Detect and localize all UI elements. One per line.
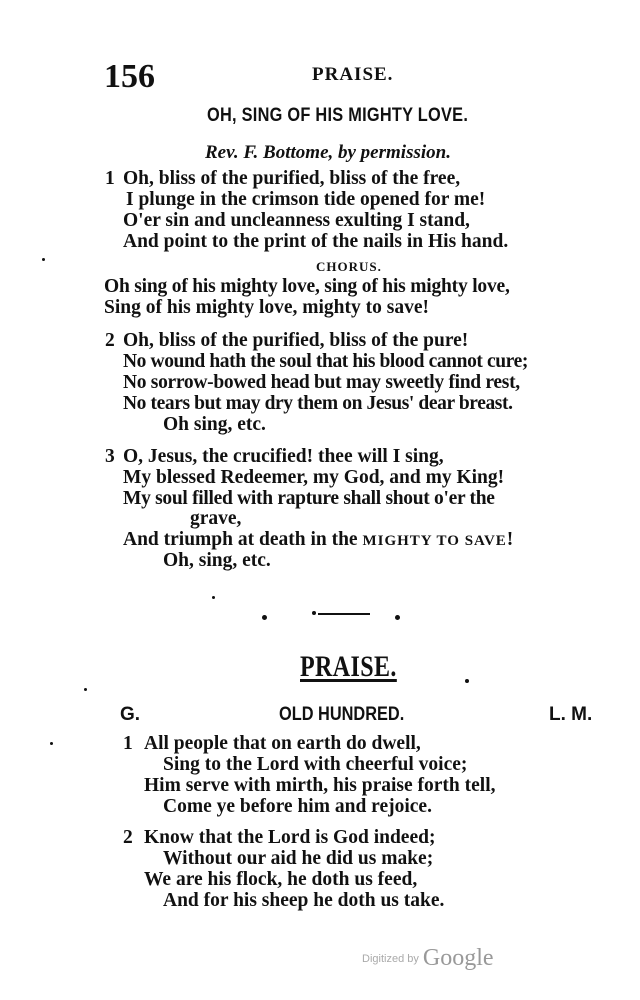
verse-line: Oh, bliss of the purified, bliss of the pure! (123, 330, 469, 351)
hymn-author: Rev. F. Bottome, by permission. (205, 142, 451, 163)
scan-speck (42, 258, 45, 261)
verse-line: O, Jesus, the crucified! thee will I sing, (123, 446, 444, 467)
verse-line-end: ! (506, 529, 514, 550)
section-heading (300, 650, 397, 684)
verse-number: 2 (123, 827, 133, 848)
divider-dot (395, 615, 400, 620)
verse-line: Know that the Lord is God indeed; (144, 827, 436, 848)
verse-line (123, 529, 513, 551)
digitizer-watermark (362, 945, 494, 972)
hymn-meter: L. M. (549, 704, 593, 725)
verse-line: O'er sin and uncleanness exulting I stand, (123, 210, 470, 231)
verse-line: My soul filled with rapture shall shout o'er the (123, 488, 495, 509)
verse-line: My blessed Redeemer, my God, and my King! (123, 467, 505, 488)
verse-number: 2 (105, 330, 115, 351)
verse-line: No wound hath the soul that his blood cannot cure; (123, 351, 528, 372)
verse-number: 1 (105, 168, 115, 189)
verse-line: No tears but may dry them on Jesus' dear breast. (123, 393, 513, 414)
verse-line: And point to the print of the nails in His hand. (123, 231, 509, 252)
chorus-label: CHORUS. (316, 259, 382, 274)
hymn-key: G. (120, 704, 141, 725)
verse-line: I plunge in the crimson tide opened for me! (126, 189, 486, 210)
verse-line: Oh, bliss of the purified, bliss of the free, (123, 168, 461, 189)
verse-line: grave, (190, 508, 242, 529)
verse-line: Sing to the Lord with cheerful voice; (163, 754, 468, 775)
verse-line: Come ye before him and rejoice. (163, 796, 432, 817)
scan-speck (212, 596, 215, 599)
divider-dot (262, 615, 267, 620)
google-logo: Google (422, 945, 494, 971)
tune-name: OLD HUNDRED. (279, 704, 405, 725)
small-caps-phrase: MIGHTY TO SAVE (362, 533, 507, 549)
verse-line-text: And triumph at death in the (123, 529, 358, 550)
refrain: Oh, sing, etc. (163, 550, 271, 571)
running-title: PRAISE. (312, 64, 394, 85)
divider-dot (312, 611, 316, 615)
verse-line: Him serve with mirth, his praise forth tell, (144, 775, 496, 796)
chorus-line: Oh sing of his mighty love, sing of his mighty love, (104, 276, 510, 297)
section-heading-text: PRAISE. (300, 650, 397, 683)
hymn-title: OH, SING OF HIS MIGHTY LOVE. (207, 105, 469, 126)
divider-rule (318, 613, 370, 615)
verse-line: We are his flock, he doth us feed, (144, 869, 418, 890)
verse-line: All people that on earth do dwell, (144, 733, 421, 754)
page-number: 156 (104, 58, 155, 95)
chorus-line: Sing of his mighty love, mighty to save! (104, 297, 430, 318)
refrain: Oh sing, etc. (163, 414, 266, 435)
scan-speck (50, 742, 53, 745)
watermark-prefix: Digitized by (362, 953, 419, 965)
verse-line: And for his sheep he doth us take. (163, 890, 445, 911)
verse-line: Without our aid he did us make; (163, 848, 434, 869)
verse-number: 3 (105, 446, 115, 467)
verse-number: 1 (123, 733, 133, 754)
scan-speck (84, 688, 87, 691)
verse-line: No sorrow-bowed head but may sweetly find rest, (123, 372, 520, 393)
scan-speck (465, 679, 469, 683)
